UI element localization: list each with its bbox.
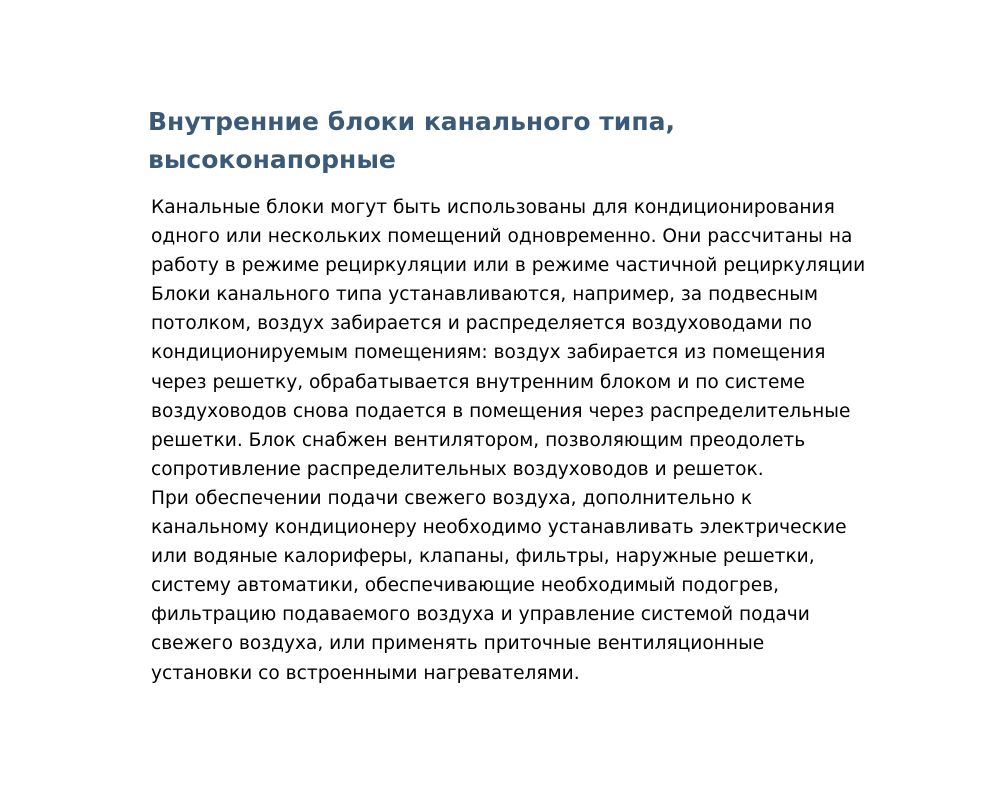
body-line: кондиционируемым помещениям: воздух забирается из помещения (151, 342, 826, 364)
body-line: или водяные калориферы, клапаны, фильтры, наружные решетки, (151, 546, 815, 568)
body-line: фильтрацию подаваемого воздуха и управление системой подачи (151, 604, 810, 626)
slide-title (148, 103, 908, 179)
body-line: установки со встроенными нагревателями. (151, 662, 580, 684)
body-line: Блоки канального типа устанавливаются, например, за подвесным (151, 284, 818, 306)
body-line: через решетку, обрабатывается внутренним блоком и по системе (151, 371, 805, 393)
body-line: Канальные блоки могут быть использованы для кондиционирования (151, 197, 835, 218)
title-line: Внутренние блоки канального типа, (148, 107, 675, 136)
title-line: высоконапорные (148, 145, 396, 174)
body-line: решетки. Блок снабжен вентилятором, позволяющим преодолеть (151, 429, 806, 451)
body-line: систему автоматики, обеспечивающие необходимый подогрев, (151, 575, 780, 597)
body-line: При обеспечении подачи свежего воздуха, дополнительно к (151, 487, 753, 509)
body-line: сопротивление распределительных воздуховодов и решеток. (151, 458, 764, 480)
body-text (151, 193, 951, 688)
body-line: воздуховодов снова подается в помещения через распределительные (151, 400, 851, 422)
body-line: одного или нескольких помещений одновременно. Они рассчитаны на (151, 226, 853, 248)
body-line: канальному кондиционеру необходимо устанавливать электрические (151, 517, 847, 539)
body-line: свежего воздуха, или применять приточные вентиляционные (151, 633, 765, 655)
body-line: работу в режиме рециркуляции или в режиме частичной рециркуляции (151, 255, 866, 277)
body-line: потолком, воздух забирается и распределяется воздуховодами по (151, 313, 813, 335)
